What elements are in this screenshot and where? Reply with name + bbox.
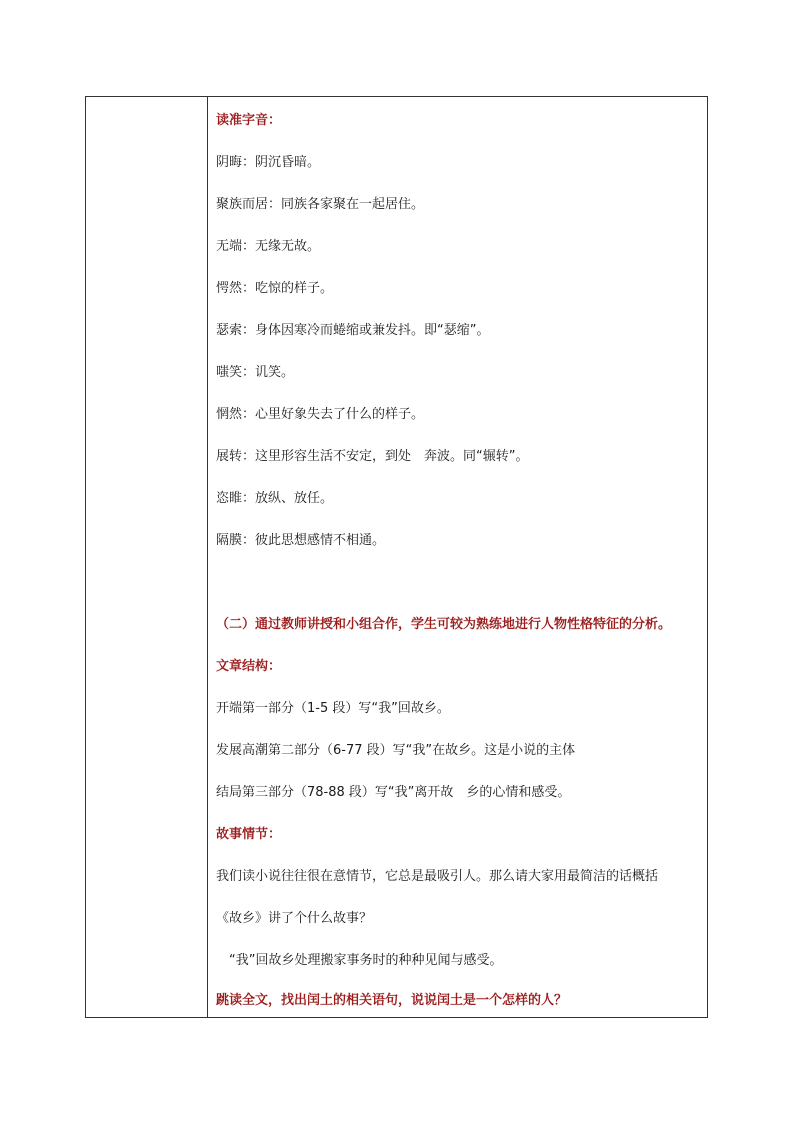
heading-pronunciation: 读准字音：	[216, 113, 282, 128]
vocab-line: 恣睢：放纵、放任。	[216, 491, 334, 506]
vocab-line: 瑟索：身体因寒冷而蜷缩或兼发抖。即“瑟缩”。	[216, 323, 490, 338]
vocab-line: 聚族而居：同族各家聚在一起居住。	[216, 197, 425, 212]
structure-line: 发展高潮第二部分（6-77 段）写“我”在故乡。这是小说的主体	[216, 743, 576, 758]
vocab-line: 阴晦：阴沉昏暗。	[216, 155, 321, 170]
heading-structure: 文章结构：	[216, 659, 282, 674]
vocab-line: 无端：无缘无故。	[216, 239, 321, 254]
lesson-table	[85, 96, 708, 1018]
heading-plot: 故事情节：	[216, 827, 282, 842]
structure-line: 结局第三部分（78-88 段）写“我”离开故 乡的心情和感受。	[216, 785, 571, 800]
plot-line: “我”回故乡处理搬家事务时的种种见闻与感受。	[216, 953, 503, 968]
vocab-line: 惘然：心里好象失去了什么的样子。	[216, 407, 425, 422]
vocab-line: 隔膜：彼此思想感情不相通。	[216, 533, 386, 548]
plot-line: 《故乡》讲了个什么故事？	[216, 911, 373, 926]
vocab-line: 愕然：吃惊的样子。	[216, 281, 334, 296]
vocab-line: 嗤笑：讥笑。	[216, 365, 295, 380]
section-heading-two: （二）通过教师讲授和小组合作，学生可较为熟练地进行人物性格特征的分析。	[216, 617, 672, 632]
table-right-column	[208, 97, 707, 1017]
vocab-line: 展转：这里形容生活不安定，到处 奔波。同“辗转”。	[216, 449, 529, 464]
structure-line: 开端第一部分（1-5 段）写“我”回故乡。	[216, 701, 450, 716]
heading-task: 跳读全文，找出闰土的相关语句，说说闰土是一个怎样的人？	[216, 993, 568, 1008]
plot-line: 我们读小说往往很在意情节，它总是最吸引人。那么请大家用最简洁的话概括	[216, 869, 659, 884]
table-left-column	[86, 97, 208, 1017]
